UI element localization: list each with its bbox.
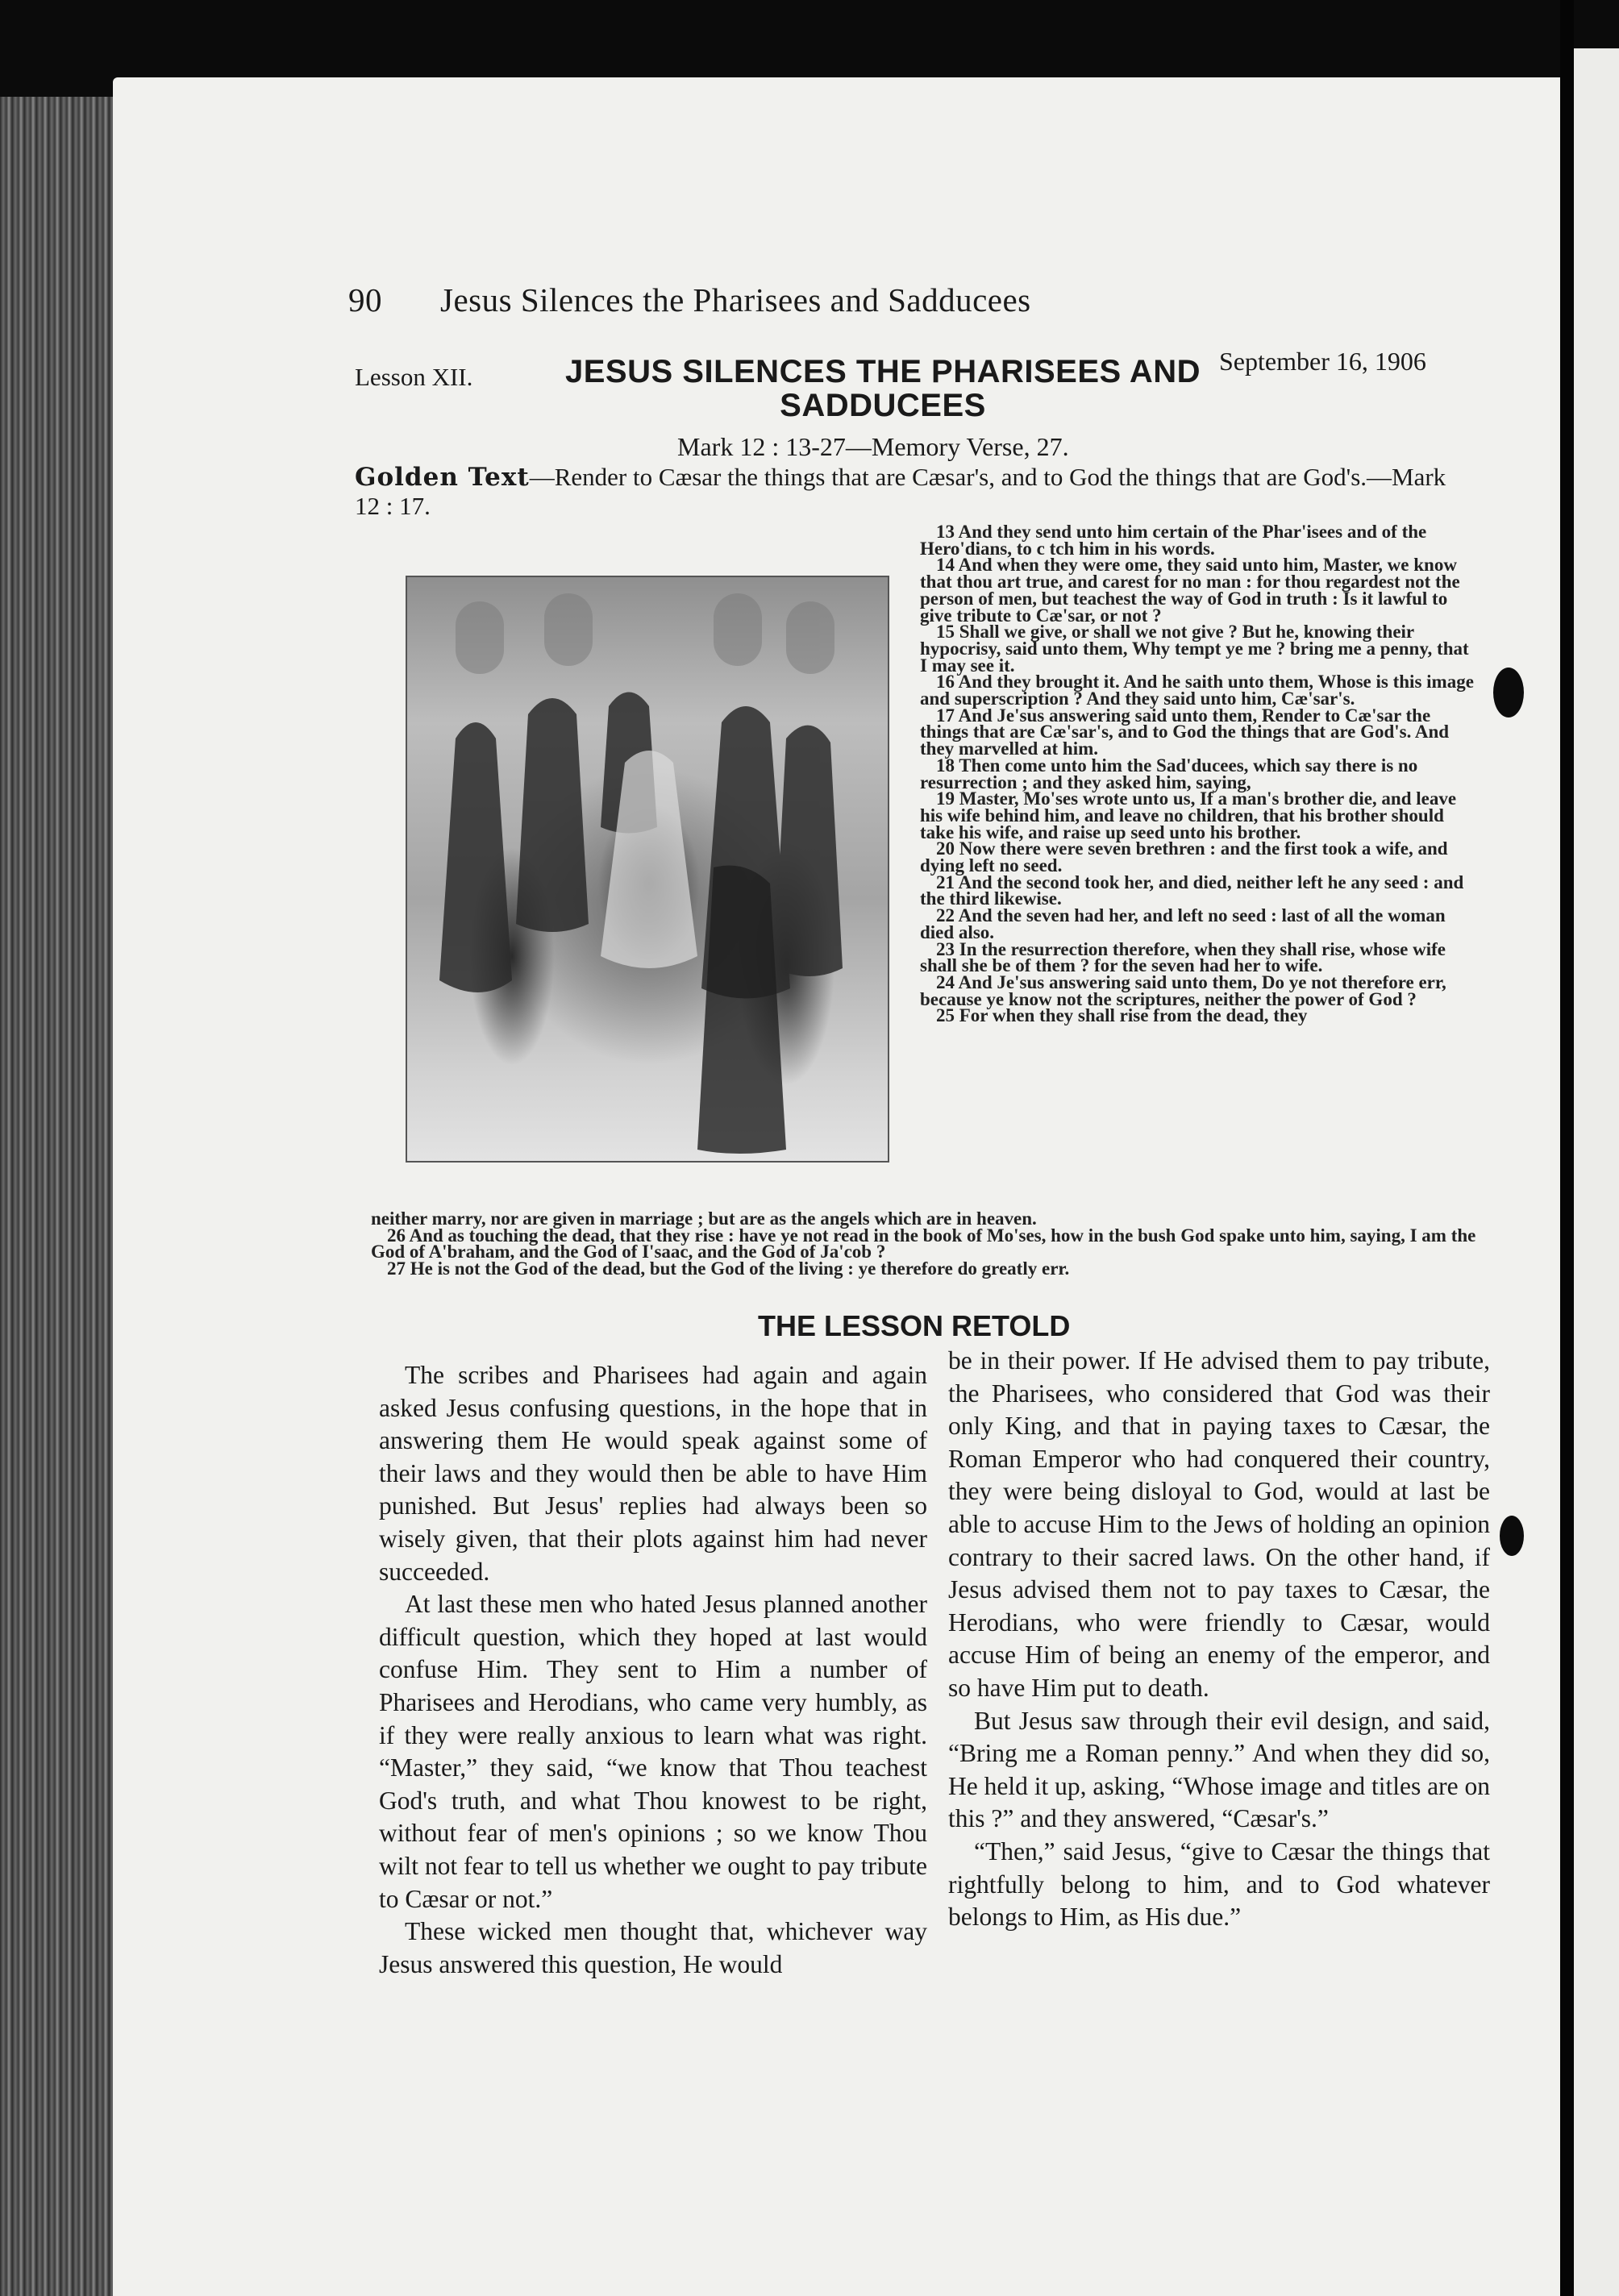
retold-paragraph: be in their power. If He advised them to pay tribute, the Pharisees, who considered that God was their only King, and that in paying taxes to Cæsar, the Roman Emperor who had conquered their country, they were being disloyal to God, would at last be able to accuse Him to the Jews of holding an opinion contrary to their sacred laws. On the other hand, if Jesus advised them not to pay taxes to Cæsar, the Herodians, who were friendly to Cæsar, would accuse Him of being an enemy of the emperor, and so have Him put to death. bbox=[948, 1346, 1490, 1702]
verse-25-continued: neither marry, nor are given in marriage ; but are as the angels which are in heaven. bbox=[371, 1208, 1037, 1229]
verse-16: 16 And they brought it. And he saith unto them, Whose is this image and superscription ? And they said unto him, Cæ'sar's. bbox=[920, 672, 1474, 709]
lesson-number: Lesson XII. bbox=[355, 363, 473, 391]
retold-column-left bbox=[379, 1359, 927, 1981]
lesson-title: JESUS SILENCES THE PHARISEES AND SADDUCEES bbox=[564, 354, 1201, 423]
verse-21: 21 And the second took her, and died, neither left he any seed : and the third likewise. bbox=[920, 871, 1464, 909]
lesson-retold-heading: THE LESSON RETOLD bbox=[758, 1309, 1071, 1342]
facing-page-edge bbox=[1574, 48, 1619, 2296]
scripture-passage-right bbox=[920, 524, 1476, 1025]
running-head bbox=[348, 281, 1031, 319]
binding-hole-lower bbox=[1500, 1516, 1524, 1556]
golden-text-body: —Render to Cæsar the things that are Cæsar's, and to God the things that are God's.—Mark 12 : 17. bbox=[355, 463, 1446, 520]
retold-paragraph: At last these men who hated Jesus planned another difficult question, which they hoped at last would confuse Him. They sent to Him a number of Pharisees and Herodians, who came very humbly, as if they were really anxious to learn what was right. “Master,” they said, “we know that Thou teachest God's truth, and what Thou knowest to be right, without fear of men's opinions ; so we know Thou wilt not fear to tell us whether we ought to pay tribute to Cæsar or not.” bbox=[379, 1590, 927, 1913]
book-page-edges bbox=[0, 97, 121, 2296]
verse-20: 20 Now there were seven brethren : and the first took a wife, and dying left no seed. bbox=[920, 838, 1448, 876]
retold-paragraph: But Jesus saw through their evil design, and said, “Bring me a Roman penny.” And when they did so, He held it up, asking, “Whose image and titles are on this ?” and they answered, “Cæsar's.” bbox=[948, 1706, 1490, 1833]
verse-17: 17 And Je'sus answering said unto them, Render to Cæ'sar the things that are Cæ'sar's, and to God the things that are God's. And they marvelled at him. bbox=[920, 705, 1450, 759]
illustration-figures bbox=[407, 577, 888, 1161]
verse-18: 18 Then come unto him the Sad'ducees, which say there is no resurrection ; and they asked him, saying, bbox=[920, 755, 1418, 792]
retold-paragraph: “Then,” said Jesus, “give to Cæsar the things that rightfully belong to him, and to God whatever belongs to Him, as His due.” bbox=[948, 1836, 1490, 1932]
verse-15: 15 Shall we give, or shall we not give ? But he, knowing their hypocrisy, said unto them, Why tempt ye me ? bring me a penny, that I may see it. bbox=[920, 622, 1469, 676]
golden-text bbox=[355, 463, 1459, 521]
binding-hole-upper bbox=[1493, 668, 1524, 718]
verse-19: 19 Master, Mo'ses wrote unto us, If a man's brother die, and leave his wife behind him, and leave no children, that his brother should take his wife, and raise up seed unto his brother. bbox=[920, 788, 1457, 842]
verse-22: 22 And the seven had her, and left no seed : last of all the woman died also. bbox=[920, 905, 1446, 942]
lesson-date: September 16, 1906 bbox=[1219, 347, 1426, 376]
scripture-passage-bottom bbox=[371, 1208, 1477, 1279]
verse-27: 27 He is not the God of the dead, but the God of the living : ye therefore do greatly err. bbox=[387, 1258, 1070, 1279]
retold-paragraph: These wicked men thought that, whichever way Jesus answered this question, He would bbox=[379, 1917, 927, 1978]
retold-paragraph: The scribes and Pharisees had again and again asked Jesus confusing questions, in the hope that in answering them He would speak against some of their laws and they would then be able to have Him punished. But Jesus' replies had always been so wisely given, that their plots against him had never succeeded. bbox=[379, 1361, 927, 1586]
running-title: Jesus Silences the Pharisees and Sadducees bbox=[440, 281, 1031, 318]
verse-23: 23 In the resurrection therefore, when they shall rise, whose wife shall she be of them ? for the seven had her to wife. bbox=[920, 938, 1446, 976]
verse-25: 25 For when they shall rise from the dead, they bbox=[936, 1005, 1308, 1026]
illustration-jesus-and-pharisees bbox=[406, 576, 889, 1163]
page-gutter bbox=[1560, 0, 1574, 2296]
verse-13: 13 And they send unto him certain of the Phar'isees and of the Hero'dians, to c tch him in his words. bbox=[920, 522, 1427, 559]
golden-text-label: Golden Text bbox=[355, 463, 530, 492]
verse-26: 26 And as touching the dead, that they rise : have ye not read in the book of Mo'ses, how in the bush God spake unto him, saying, I am the God of A'braham, and the God of I'saac, and the God of Ja'cob ? bbox=[371, 1225, 1476, 1262]
retold-column-right bbox=[948, 1345, 1490, 1934]
passage-reference: Mark 12 : 13-27—Memory Verse, 27. bbox=[677, 432, 1069, 461]
verse-14: 14 And when they were ome, they said unto him, Master, we know that thou art true, and carest for no man : for thou regardest not the person of men, but teachest the way of God in truth : Is it lawful to give tribute to Cæ'sar, or not ? bbox=[920, 555, 1460, 626]
verse-24: 24 And Je'sus answering said unto them, Do ye not therefore err, because ye know not the scriptures, neither the power of God ? bbox=[920, 971, 1446, 1009]
page-number: 90 bbox=[348, 281, 382, 318]
